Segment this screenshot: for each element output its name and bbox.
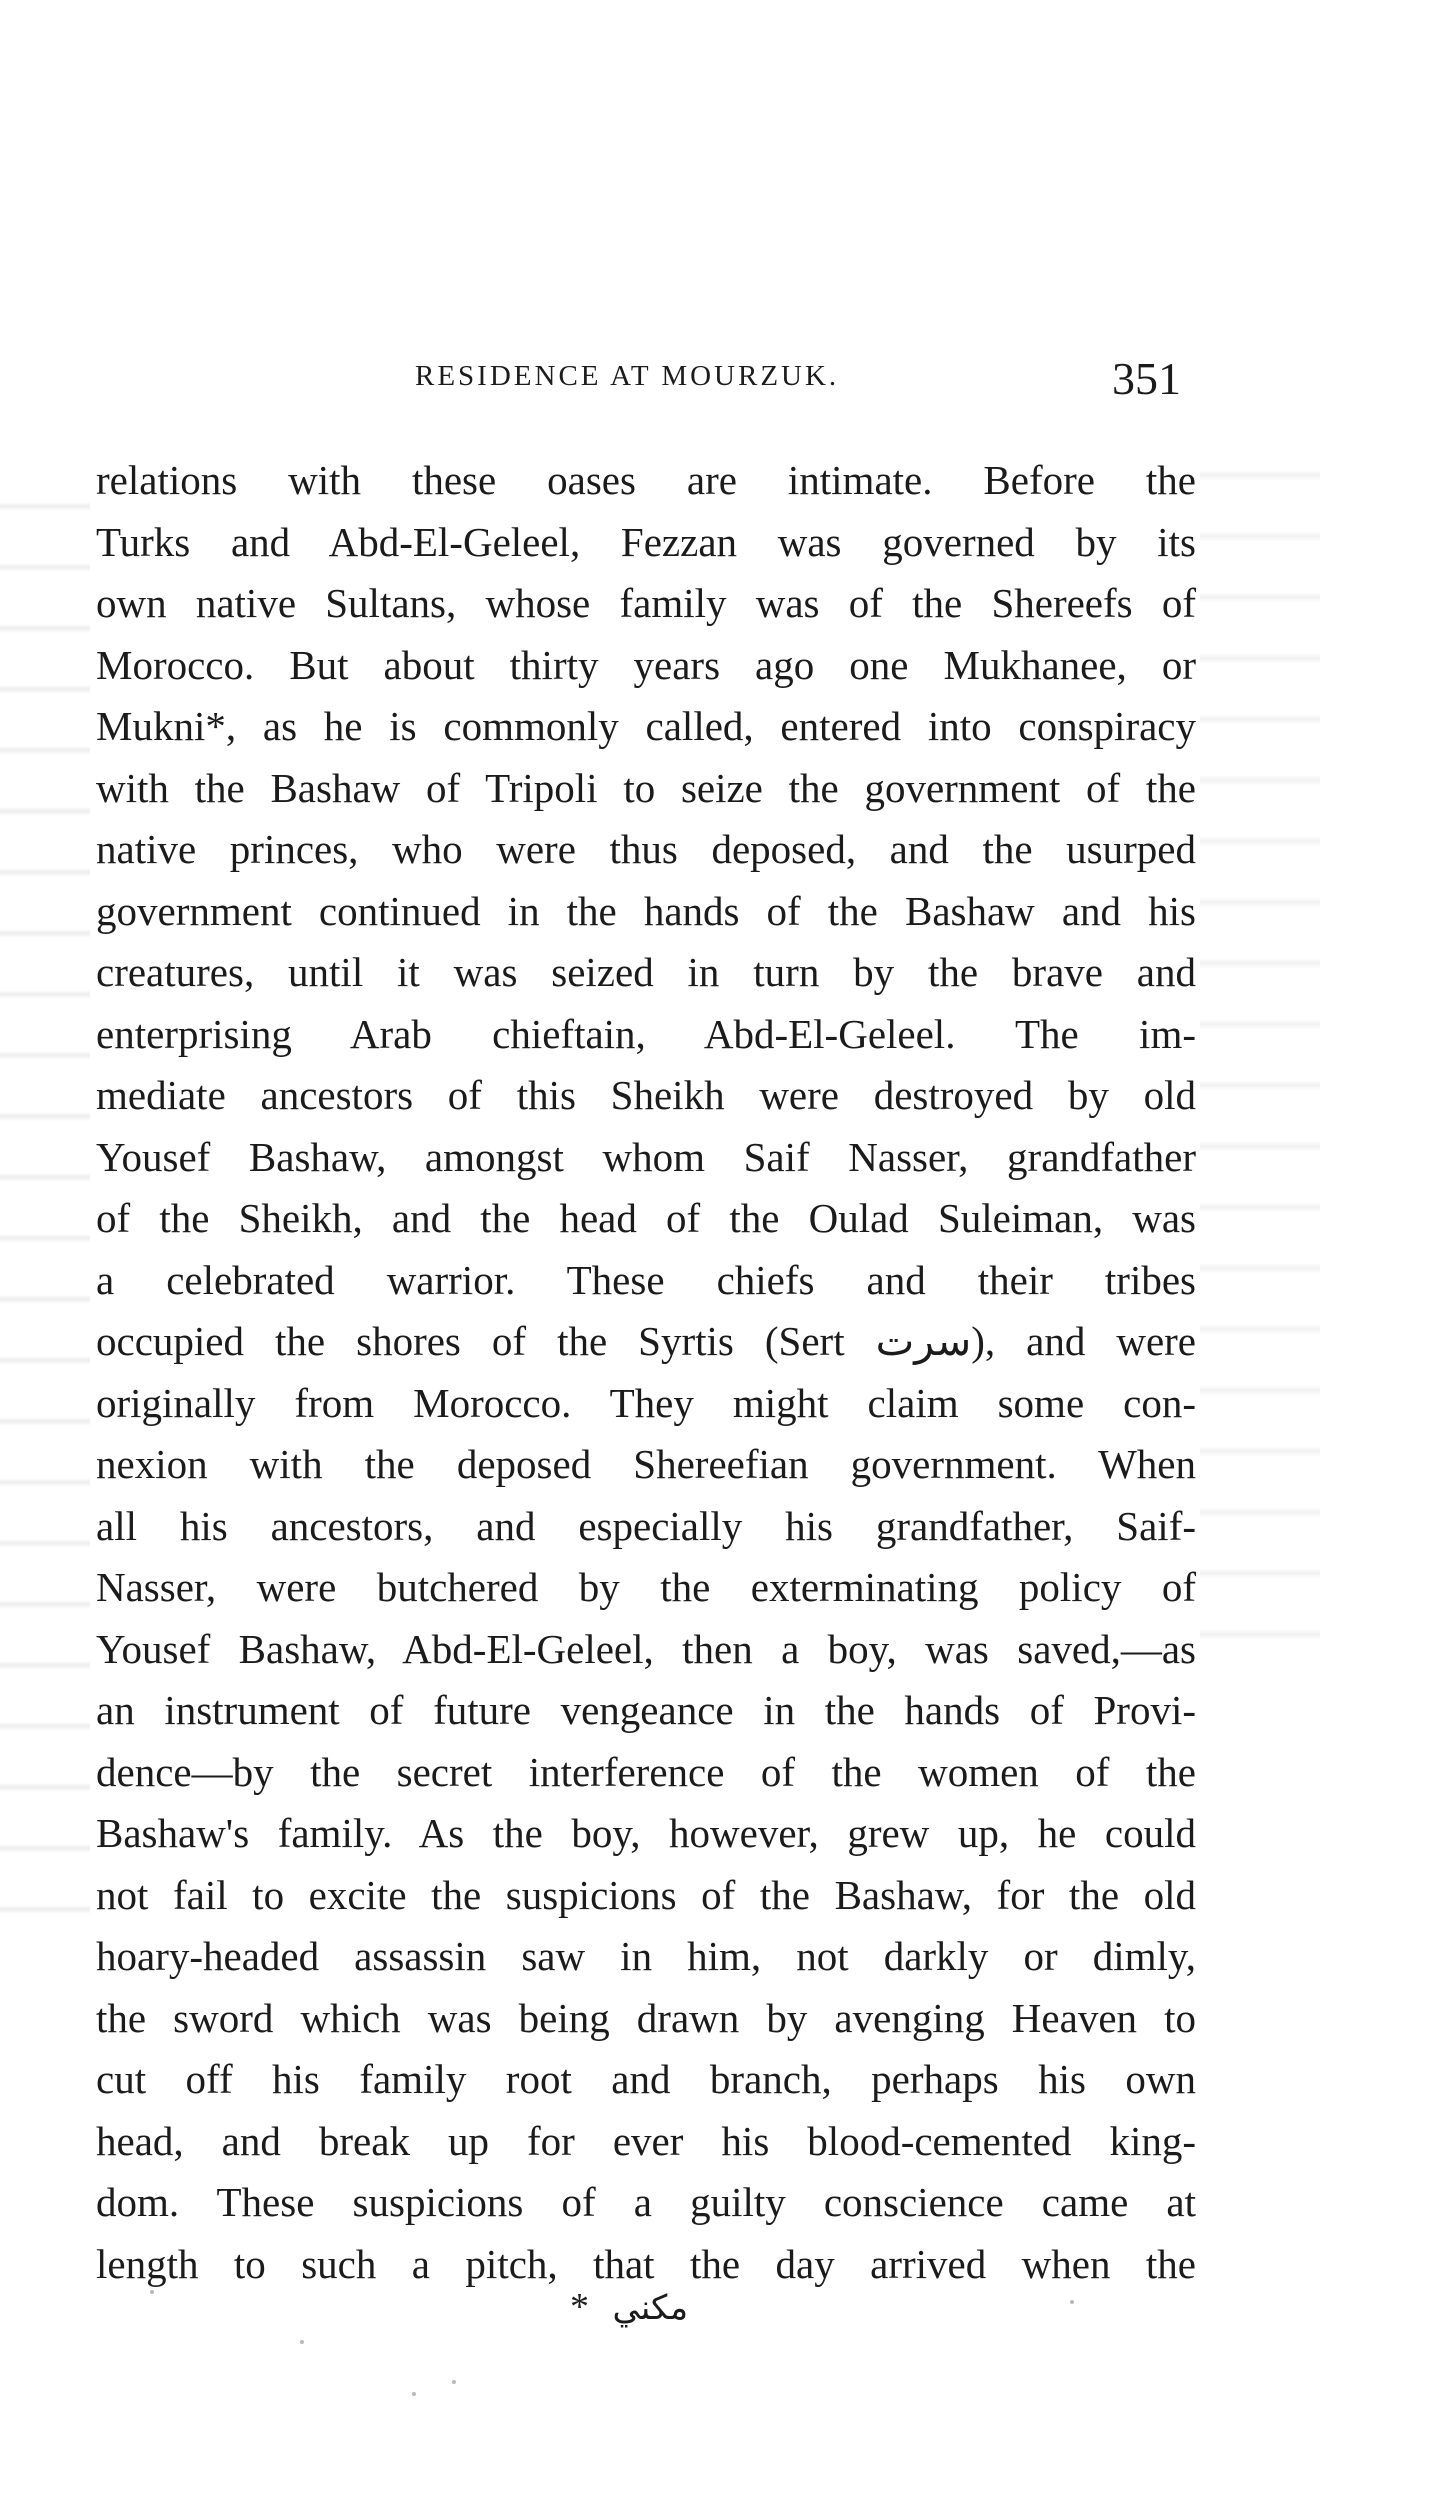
text-line: all his ancestors, and especially his grandfather, Saif-: [96, 1502, 1196, 1549]
text-line: native princes, who were thus deposed, and the usurped: [96, 826, 1196, 872]
text-line: government continued in the hands of the Bashaw and his: [96, 887, 1196, 934]
page-number: 351: [1112, 353, 1181, 404]
body-text: [96, 450, 1196, 2295]
text-line: a celebrated warrior. These chiefs and their tribes: [96, 1256, 1196, 1303]
text-line: relations with these oases are intimate. Before the: [96, 457, 1196, 503]
text-line: own native Sultans, whose family was of the Shereefs of: [96, 580, 1196, 626]
text-line: Morocco. But about thirty years ago one Mukhanee, or: [96, 641, 1196, 688]
text-line: Mukni*, as he is commonly called, entered into conspiracy: [96, 703, 1196, 749]
text-line: enterprising Arab chieftain, Abd-El-Geleel. The im-: [96, 1010, 1196, 1057]
text-line: dom. These suspicions of a guilty conscience came at: [96, 2179, 1196, 2225]
right-margin-bleed-through: [1200, 420, 1320, 1680]
print-speck: [452, 2380, 456, 2384]
text-line: with the Bashaw of Tripoli to seize the government of the: [96, 764, 1196, 811]
text-line: Nasser, were butchered by the exterminating policy of: [96, 1564, 1196, 1610]
text-line: Yousef Bashaw, amongst whom Saif Nasser, grandfather: [96, 1133, 1196, 1180]
text-line: mediate ancestors of this Sheikh were destroyed by old: [96, 1072, 1196, 1118]
text-line: originally from Morocco. They might claim some con-: [96, 1379, 1196, 1426]
text-line: Yousef Bashaw, Abd-El-Geleel, then a boy, was saved,—as: [96, 1625, 1196, 1672]
text-line: Bashaw's family. As the boy, however, grew up, he could: [96, 1810, 1196, 1856]
print-speck: [1070, 2300, 1074, 2304]
text-line: an instrument of future vengeance in the hands of Provi-: [96, 1687, 1196, 1733]
text-line: hoary-headed assassin saw in him, not darkly or dimly,: [96, 1933, 1196, 1979]
text-line: of the Sheikh, and the head of the Oulad Suleiman, was: [96, 1195, 1196, 1241]
left-margin-bleed-through: [0, 450, 90, 1950]
footnote: [570, 2285, 688, 2329]
footnote-marker: *: [570, 2286, 589, 2328]
text-line: dence—by the secret interference of the women of the: [96, 1748, 1196, 1795]
text-line: creatures, until it was seized in turn by the brave and: [96, 949, 1196, 995]
running-title: RESIDENCE AT MOURZUK.: [415, 360, 840, 392]
running-head: [0, 352, 1450, 402]
text-line: occupied the shores of the Syrtis (Sert سرت), and were: [96, 1318, 1197, 1364]
print-speck: [412, 2392, 416, 2396]
print-speck: [150, 2290, 154, 2294]
footnote-arabic-text: مكني: [612, 2288, 689, 2328]
print-speck: [300, 2340, 304, 2344]
text-line: nexion with the deposed Shereefian government. When: [96, 1441, 1196, 1487]
text-line: head, and break up for ever his blood-cemented king-: [96, 2117, 1196, 2164]
text-line: not fail to excite the suspicions of the Bashaw, for the old: [96, 1871, 1196, 1918]
text-line: length to such a pitch, that the day arrived when the: [96, 2240, 1196, 2287]
text-line: the sword which was being drawn by avenging Heaven to: [96, 1994, 1196, 2041]
text-line: cut off his family root and branch, perhaps his own: [96, 2056, 1196, 2102]
text-line: Turks and Abd-El-Geleel, Fezzan was governed by its: [96, 518, 1196, 565]
